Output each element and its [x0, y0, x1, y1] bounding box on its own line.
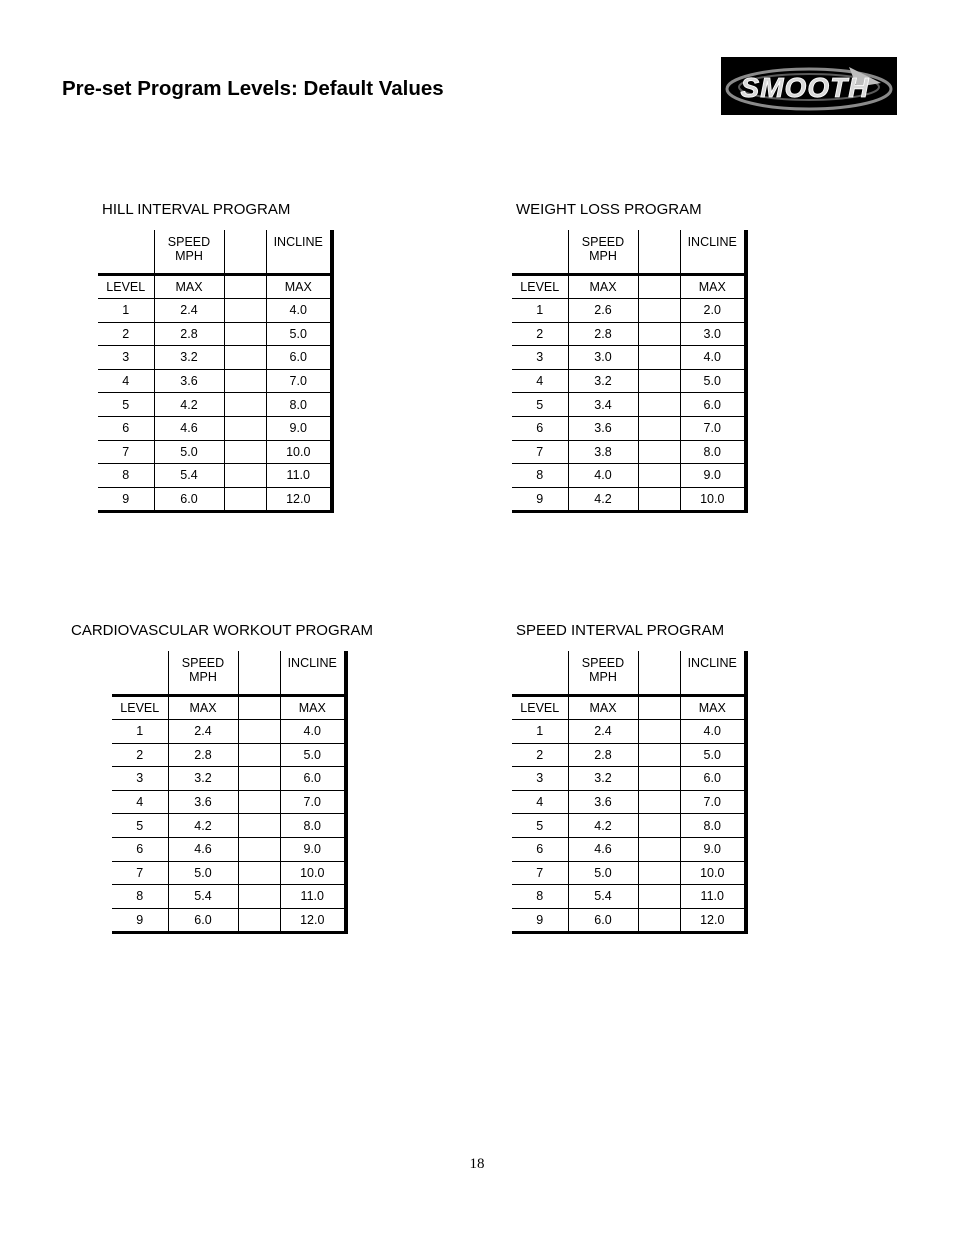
level-cell: 4 [512, 369, 568, 393]
speed-cell: 4.6 [568, 837, 638, 861]
incline-cell: 5.0 [680, 743, 746, 767]
incline-header: INCLINE [266, 230, 332, 275]
program-table [112, 651, 348, 934]
table-subheader-row [512, 275, 746, 299]
program-title: CARDIOVASCULAR WORKOUT PROGRAM [71, 622, 373, 639]
table-row [512, 346, 746, 370]
speed-cell: 3.8 [568, 440, 638, 464]
level-cell: 3 [112, 767, 168, 791]
speed-cell: 6.0 [168, 908, 238, 933]
level-cell: 2 [512, 322, 568, 346]
empty-cell [638, 322, 680, 346]
speed-cell: 2.8 [568, 322, 638, 346]
speed-cell: 5.4 [168, 885, 238, 909]
table-row [98, 416, 332, 440]
empty-cell [224, 393, 266, 417]
speed-cell: 3.2 [168, 767, 238, 791]
incline-cell: 6.0 [680, 393, 746, 417]
speed-header-line2: MPH [589, 670, 617, 684]
incline-cell: 9.0 [280, 837, 346, 861]
speed-header-line1: SPEED [181, 656, 225, 670]
table-row [98, 393, 332, 417]
speed-cell: 2.6 [568, 299, 638, 323]
speed-header-line1: SPEED [581, 656, 625, 670]
level-cell: 1 [112, 720, 168, 744]
speed-cell: 4.2 [168, 814, 238, 838]
speed-header-line2: MPH [589, 249, 617, 263]
incline-cell: 4.0 [266, 299, 332, 323]
table-row [98, 440, 332, 464]
empty-cell [224, 416, 266, 440]
table-row [512, 393, 746, 417]
table-row [98, 299, 332, 323]
level-cell: 3 [512, 767, 568, 791]
incline-cell: 11.0 [280, 885, 346, 909]
speed-cell: 5.4 [568, 885, 638, 909]
table-row [512, 790, 746, 814]
incline-max-header: MAX [680, 275, 746, 299]
incline-max-header: MAX [280, 696, 346, 720]
level-cell: 7 [98, 440, 154, 464]
speed-cell: 3.6 [154, 369, 224, 393]
speed-header [568, 230, 638, 275]
speed-cell: 2.4 [168, 720, 238, 744]
empty-cell [224, 299, 266, 323]
speed-cell: 5.4 [154, 464, 224, 488]
program-table [512, 230, 748, 513]
incline-cell: 6.0 [680, 767, 746, 791]
incline-header: INCLINE [680, 230, 746, 275]
level-cell: 3 [98, 346, 154, 370]
header-empty-cell [638, 230, 680, 275]
incline-cell: 11.0 [680, 885, 746, 909]
header-empty-cell [638, 275, 680, 299]
empty-cell [638, 861, 680, 885]
incline-cell: 4.0 [680, 720, 746, 744]
speed-cell: 2.8 [168, 743, 238, 767]
incline-max-header: MAX [266, 275, 332, 299]
level-cell: 6 [112, 837, 168, 861]
table-row [98, 464, 332, 488]
speed-header-line2: MPH [175, 249, 203, 263]
speed-max-header: MAX [568, 696, 638, 720]
table-row [512, 814, 746, 838]
header-empty-cell [224, 230, 266, 275]
empty-cell [638, 743, 680, 767]
level-cell: 8 [98, 464, 154, 488]
incline-cell: 12.0 [680, 908, 746, 933]
table-row [512, 767, 746, 791]
incline-cell: 6.0 [266, 346, 332, 370]
level-cell: 4 [512, 790, 568, 814]
header-empty-cell [238, 651, 280, 696]
table-row [512, 416, 746, 440]
speed-cell: 3.0 [568, 346, 638, 370]
speed-cell: 6.0 [568, 908, 638, 933]
level-cell: 2 [112, 743, 168, 767]
speed-cell: 5.0 [568, 861, 638, 885]
speed-header [168, 651, 238, 696]
incline-cell: 4.0 [680, 346, 746, 370]
level-cell: 5 [98, 393, 154, 417]
incline-max-header: MAX [680, 696, 746, 720]
empty-cell [224, 464, 266, 488]
speed-cell: 5.0 [168, 861, 238, 885]
incline-cell: 8.0 [680, 814, 746, 838]
empty-cell [238, 720, 280, 744]
logo-text: SMOOTH [740, 72, 870, 103]
incline-cell: 7.0 [280, 790, 346, 814]
table-row [512, 885, 746, 909]
empty-cell [238, 790, 280, 814]
level-header: LEVEL [98, 275, 154, 299]
header-empty-cell [638, 651, 680, 696]
incline-cell: 4.0 [280, 720, 346, 744]
level-cell: 9 [512, 487, 568, 512]
page-title: Pre-set Program Levels: Default Values [62, 77, 444, 100]
table-row [512, 837, 746, 861]
table-row [512, 440, 746, 464]
speed-cell: 3.6 [568, 416, 638, 440]
speed-header-line2: MPH [189, 670, 217, 684]
table-row [512, 464, 746, 488]
table-row [98, 487, 332, 512]
speed-cell: 3.6 [568, 790, 638, 814]
level-cell: 6 [512, 837, 568, 861]
empty-cell [224, 322, 266, 346]
speed-cell: 3.2 [568, 767, 638, 791]
table-header-row [512, 651, 746, 696]
empty-cell [224, 487, 266, 512]
empty-cell [638, 346, 680, 370]
level-cell: 2 [512, 743, 568, 767]
level-cell: 6 [512, 416, 568, 440]
smooth-logo [721, 57, 897, 115]
header-empty-cell [224, 275, 266, 299]
table-subheader-row [112, 696, 346, 720]
speed-header [568, 651, 638, 696]
incline-cell: 7.0 [266, 369, 332, 393]
speed-cell: 2.8 [154, 322, 224, 346]
speed-header-line1: SPEED [581, 235, 625, 249]
speed-cell: 5.0 [154, 440, 224, 464]
level-cell: 9 [112, 908, 168, 933]
level-cell: 1 [512, 720, 568, 744]
level-cell: 5 [512, 814, 568, 838]
speed-cell: 2.8 [568, 743, 638, 767]
empty-cell [224, 440, 266, 464]
empty-cell [638, 416, 680, 440]
level-cell: 8 [512, 885, 568, 909]
level-header: LEVEL [512, 275, 568, 299]
speed-header [154, 230, 224, 275]
table-header-row [512, 230, 746, 275]
table-header-row [112, 651, 346, 696]
table-row [512, 743, 746, 767]
table-row [98, 369, 332, 393]
incline-cell: 8.0 [266, 393, 332, 417]
speed-cell: 3.2 [568, 369, 638, 393]
empty-cell [238, 885, 280, 909]
level-cell: 6 [98, 416, 154, 440]
table-row [112, 814, 346, 838]
incline-cell: 9.0 [680, 464, 746, 488]
incline-cell: 7.0 [680, 416, 746, 440]
level-header: LEVEL [512, 696, 568, 720]
table-subheader-row [98, 275, 332, 299]
table-row [512, 322, 746, 346]
incline-cell: 11.0 [266, 464, 332, 488]
speed-cell: 4.2 [568, 814, 638, 838]
speed-cell: 3.6 [168, 790, 238, 814]
empty-cell [638, 393, 680, 417]
empty-cell [224, 346, 266, 370]
empty-cell [638, 908, 680, 933]
empty-cell [224, 369, 266, 393]
incline-cell: 5.0 [280, 743, 346, 767]
table-row [512, 369, 746, 393]
incline-cell: 10.0 [266, 440, 332, 464]
empty-cell [238, 767, 280, 791]
table-row [112, 767, 346, 791]
incline-cell: 9.0 [266, 416, 332, 440]
header-empty-cell [512, 651, 568, 696]
incline-cell: 5.0 [680, 369, 746, 393]
header-empty-cell [98, 230, 154, 275]
table-row [112, 743, 346, 767]
speed-cell: 3.2 [154, 346, 224, 370]
program-title: WEIGHT LOSS PROGRAM [516, 201, 702, 218]
level-cell: 9 [512, 908, 568, 933]
incline-cell: 10.0 [680, 861, 746, 885]
level-cell: 7 [512, 440, 568, 464]
empty-cell [638, 837, 680, 861]
table-row [112, 885, 346, 909]
empty-cell [238, 861, 280, 885]
level-cell: 2 [98, 322, 154, 346]
empty-cell [238, 908, 280, 933]
table-row [112, 837, 346, 861]
speed-cell: 2.4 [154, 299, 224, 323]
table-row [112, 861, 346, 885]
speed-cell: 4.6 [154, 416, 224, 440]
incline-cell: 8.0 [280, 814, 346, 838]
level-header: LEVEL [112, 696, 168, 720]
table-row [512, 861, 746, 885]
table-row [512, 487, 746, 512]
empty-cell [638, 814, 680, 838]
level-cell: 8 [112, 885, 168, 909]
speed-cell: 3.4 [568, 393, 638, 417]
header-empty-cell [238, 696, 280, 720]
incline-cell: 5.0 [266, 322, 332, 346]
incline-cell: 2.0 [680, 299, 746, 323]
table-row [98, 322, 332, 346]
speed-cell: 4.2 [154, 393, 224, 417]
speed-cell: 6.0 [154, 487, 224, 512]
header-empty-cell [112, 651, 168, 696]
table-header-row [98, 230, 332, 275]
program-table [512, 651, 748, 934]
incline-cell: 12.0 [266, 487, 332, 512]
incline-cell: 10.0 [680, 487, 746, 512]
level-cell: 4 [98, 369, 154, 393]
level-cell: 1 [512, 299, 568, 323]
incline-cell: 9.0 [680, 837, 746, 861]
program-title: HILL INTERVAL PROGRAM [102, 201, 291, 218]
level-cell: 7 [112, 861, 168, 885]
level-cell: 8 [512, 464, 568, 488]
incline-cell: 7.0 [680, 790, 746, 814]
speed-max-header: MAX [168, 696, 238, 720]
incline-header: INCLINE [280, 651, 346, 696]
level-cell: 4 [112, 790, 168, 814]
empty-cell [638, 720, 680, 744]
level-cell: 5 [112, 814, 168, 838]
incline-cell: 3.0 [680, 322, 746, 346]
speed-header-line1: SPEED [167, 235, 211, 249]
empty-cell [638, 790, 680, 814]
incline-cell: 6.0 [280, 767, 346, 791]
empty-cell [238, 837, 280, 861]
table-row [512, 720, 746, 744]
level-cell: 9 [98, 487, 154, 512]
table-row [512, 908, 746, 933]
level-cell: 5 [512, 393, 568, 417]
header-empty-cell [638, 696, 680, 720]
program-title: SPEED INTERVAL PROGRAM [516, 622, 725, 639]
incline-cell: 8.0 [680, 440, 746, 464]
speed-max-header: MAX [154, 275, 224, 299]
table-row [98, 346, 332, 370]
page-number: 18 [469, 1156, 485, 1172]
speed-cell: 2.4 [568, 720, 638, 744]
table-row [112, 720, 346, 744]
empty-cell [638, 299, 680, 323]
empty-cell [638, 767, 680, 791]
table-row [512, 299, 746, 323]
incline-cell: 10.0 [280, 861, 346, 885]
table-subheader-row [512, 696, 746, 720]
empty-cell [638, 487, 680, 512]
empty-cell [638, 464, 680, 488]
logo-graphic [721, 57, 897, 115]
program-table [98, 230, 334, 513]
table-row [112, 790, 346, 814]
empty-cell [638, 369, 680, 393]
speed-cell: 4.2 [568, 487, 638, 512]
level-cell: 3 [512, 346, 568, 370]
empty-cell [238, 814, 280, 838]
level-cell: 1 [98, 299, 154, 323]
level-cell: 7 [512, 861, 568, 885]
empty-cell [238, 743, 280, 767]
incline-cell: 12.0 [280, 908, 346, 933]
table-row [112, 908, 346, 933]
empty-cell [638, 440, 680, 464]
header-empty-cell [512, 230, 568, 275]
speed-max-header: MAX [568, 275, 638, 299]
speed-cell: 4.6 [168, 837, 238, 861]
incline-header: INCLINE [680, 651, 746, 696]
empty-cell [638, 885, 680, 909]
speed-cell: 4.0 [568, 464, 638, 488]
